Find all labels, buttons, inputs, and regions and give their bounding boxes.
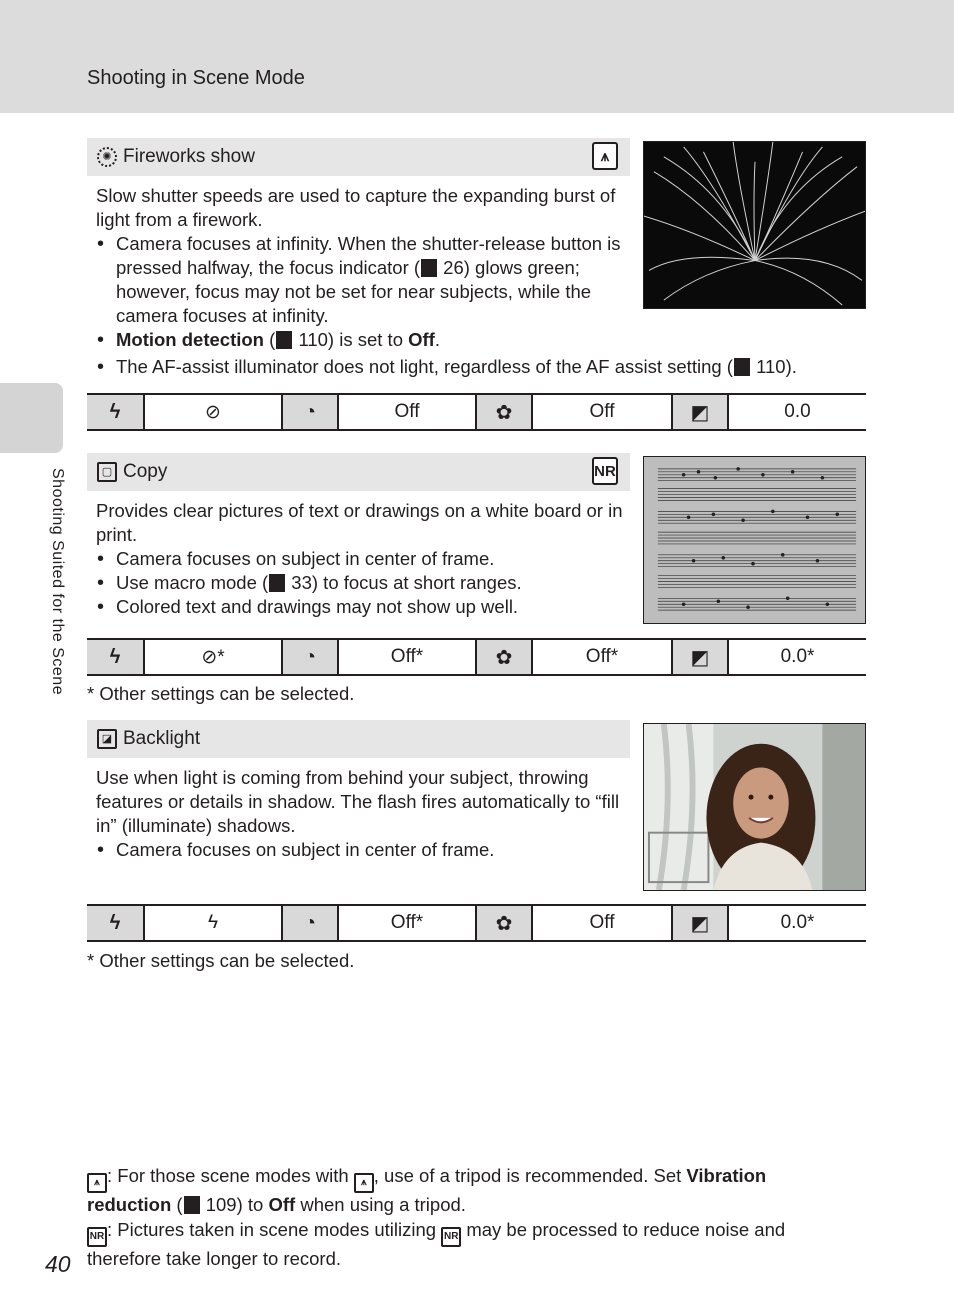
settings-row-backlight bbox=[87, 904, 866, 942]
section-title: Backlight bbox=[123, 728, 201, 749]
chapter-side-label: Shooting Suited for the Scene bbox=[49, 468, 66, 696]
settings-row-fireworks bbox=[87, 393, 866, 431]
self-timer-value: Off* bbox=[337, 640, 475, 674]
section-header-backlight bbox=[87, 720, 630, 758]
flash-value: ϟ bbox=[143, 906, 281, 940]
list-item: • Colored text and drawings may not show up well. bbox=[96, 595, 626, 619]
intro-text: Provides clear pictures of text or drawings on a white board or in print. bbox=[96, 500, 623, 545]
settings-row-copy bbox=[87, 638, 866, 676]
list-item: • The AF-assist illuminator does not light, regardless of the AF assist setting ( 110). bbox=[96, 355, 856, 379]
page-header-title: Shooting in Scene Mode bbox=[87, 67, 305, 89]
noise-reduction-icon: NR bbox=[592, 457, 618, 485]
page-reference-icon bbox=[276, 331, 292, 349]
section-title: Fireworks show bbox=[123, 146, 255, 167]
macro-icon: ✿ bbox=[475, 395, 531, 429]
list-item: • Motion detection ( 110) is set to Off. bbox=[96, 328, 621, 352]
noise-reduction-icon: NR bbox=[87, 1227, 107, 1247]
flash-mode-icon: ϟ bbox=[87, 906, 143, 940]
fireworks-photo bbox=[643, 141, 866, 309]
fireworks-extra-note bbox=[96, 355, 856, 379]
macro-icon: ✿ bbox=[475, 906, 531, 940]
page-reference-icon bbox=[421, 259, 437, 277]
backlight-portrait-photo bbox=[643, 723, 866, 891]
macro-value: Off bbox=[531, 395, 671, 429]
sheet-music-photo bbox=[643, 456, 866, 624]
macro-value: Off bbox=[531, 906, 671, 940]
page-reference-icon bbox=[269, 574, 285, 592]
list-item: • Camera focuses on subject in center of frame. bbox=[96, 547, 626, 571]
exposure-compensation-icon: ◩ bbox=[671, 395, 727, 429]
footnote: * Other settings can be selected. bbox=[87, 683, 355, 704]
self-timer-icon: ◔ bbox=[281, 906, 337, 940]
fireworks-icon: ✺ bbox=[97, 147, 117, 167]
exposure-value: 0.0 bbox=[727, 395, 866, 429]
noise-reduction-note: NR : Pictures taken in scene modes utilizing NR may be processed to reduce noise and therefore take longer to record. bbox=[87, 1219, 786, 1269]
list-item: • Camera focuses on subject in center of frame. bbox=[96, 838, 626, 862]
exposure-compensation-icon: ◩ bbox=[671, 640, 727, 674]
self-timer-icon: ◔ bbox=[281, 640, 337, 674]
tripod-icon: ⩚ bbox=[592, 142, 618, 170]
section-title: Copy bbox=[123, 461, 168, 482]
self-timer-value: Off* bbox=[337, 906, 475, 940]
macro-value: Off* bbox=[531, 640, 671, 674]
self-timer-icon: ◔ bbox=[281, 395, 337, 429]
exposure-compensation-icon: ◩ bbox=[671, 906, 727, 940]
list-item: • Camera focuses at infinity. When the shutter-release button is pressed halfway, the focus indicator ( 26) glows green; however, focus may not be set for near subjects, while the camera focuses at infinity. bbox=[96, 232, 621, 328]
intro-text: Slow shutter speeds are used to capture the expanding burst of light from a firework. bbox=[96, 185, 616, 230]
section-header-fireworks bbox=[87, 138, 630, 176]
chapter-tab bbox=[0, 383, 63, 453]
page-reference-icon bbox=[734, 358, 750, 376]
exposure-value: 0.0* bbox=[727, 906, 866, 940]
noise-reduction-icon: NR bbox=[441, 1227, 461, 1247]
flash-mode-icon: ϟ bbox=[87, 640, 143, 674]
tripod-note: ⩚ : For those scene modes with ⩚ , use of a tripod is recommended. Set Vibration reduction ( 109) to Off when using a tripod. bbox=[87, 1165, 767, 1215]
fireworks-description bbox=[96, 184, 621, 352]
flash-value: ⊘* bbox=[143, 640, 281, 674]
tripod-icon: ⩚ bbox=[87, 1173, 107, 1193]
list-item: • Use macro mode ( 33) to focus at short ranges. bbox=[96, 571, 626, 595]
tripod-icon: ⩚ bbox=[354, 1173, 374, 1193]
flash-mode-icon: ϟ bbox=[87, 395, 143, 429]
macro-icon: ✿ bbox=[475, 640, 531, 674]
section-header-copy bbox=[87, 453, 630, 491]
page-reference-icon bbox=[184, 1196, 200, 1214]
flash-value: ⊘ bbox=[143, 395, 281, 429]
backlight-icon: ◪ bbox=[97, 729, 117, 749]
exposure-value: 0.0* bbox=[727, 640, 866, 674]
header-band bbox=[0, 0, 954, 113]
footnote: * Other settings can be selected. bbox=[87, 950, 355, 971]
backlight-description bbox=[96, 766, 626, 862]
copy-icon: ▢ bbox=[97, 462, 117, 482]
copy-description bbox=[96, 499, 626, 619]
self-timer-value: Off bbox=[337, 395, 475, 429]
page-number: 40 bbox=[45, 1251, 71, 1277]
intro-text: Use when light is coming from behind your subject, throwing features or details in shadow. The flash fires automatically to “fill in” (illuminate) shadows. bbox=[96, 767, 620, 836]
